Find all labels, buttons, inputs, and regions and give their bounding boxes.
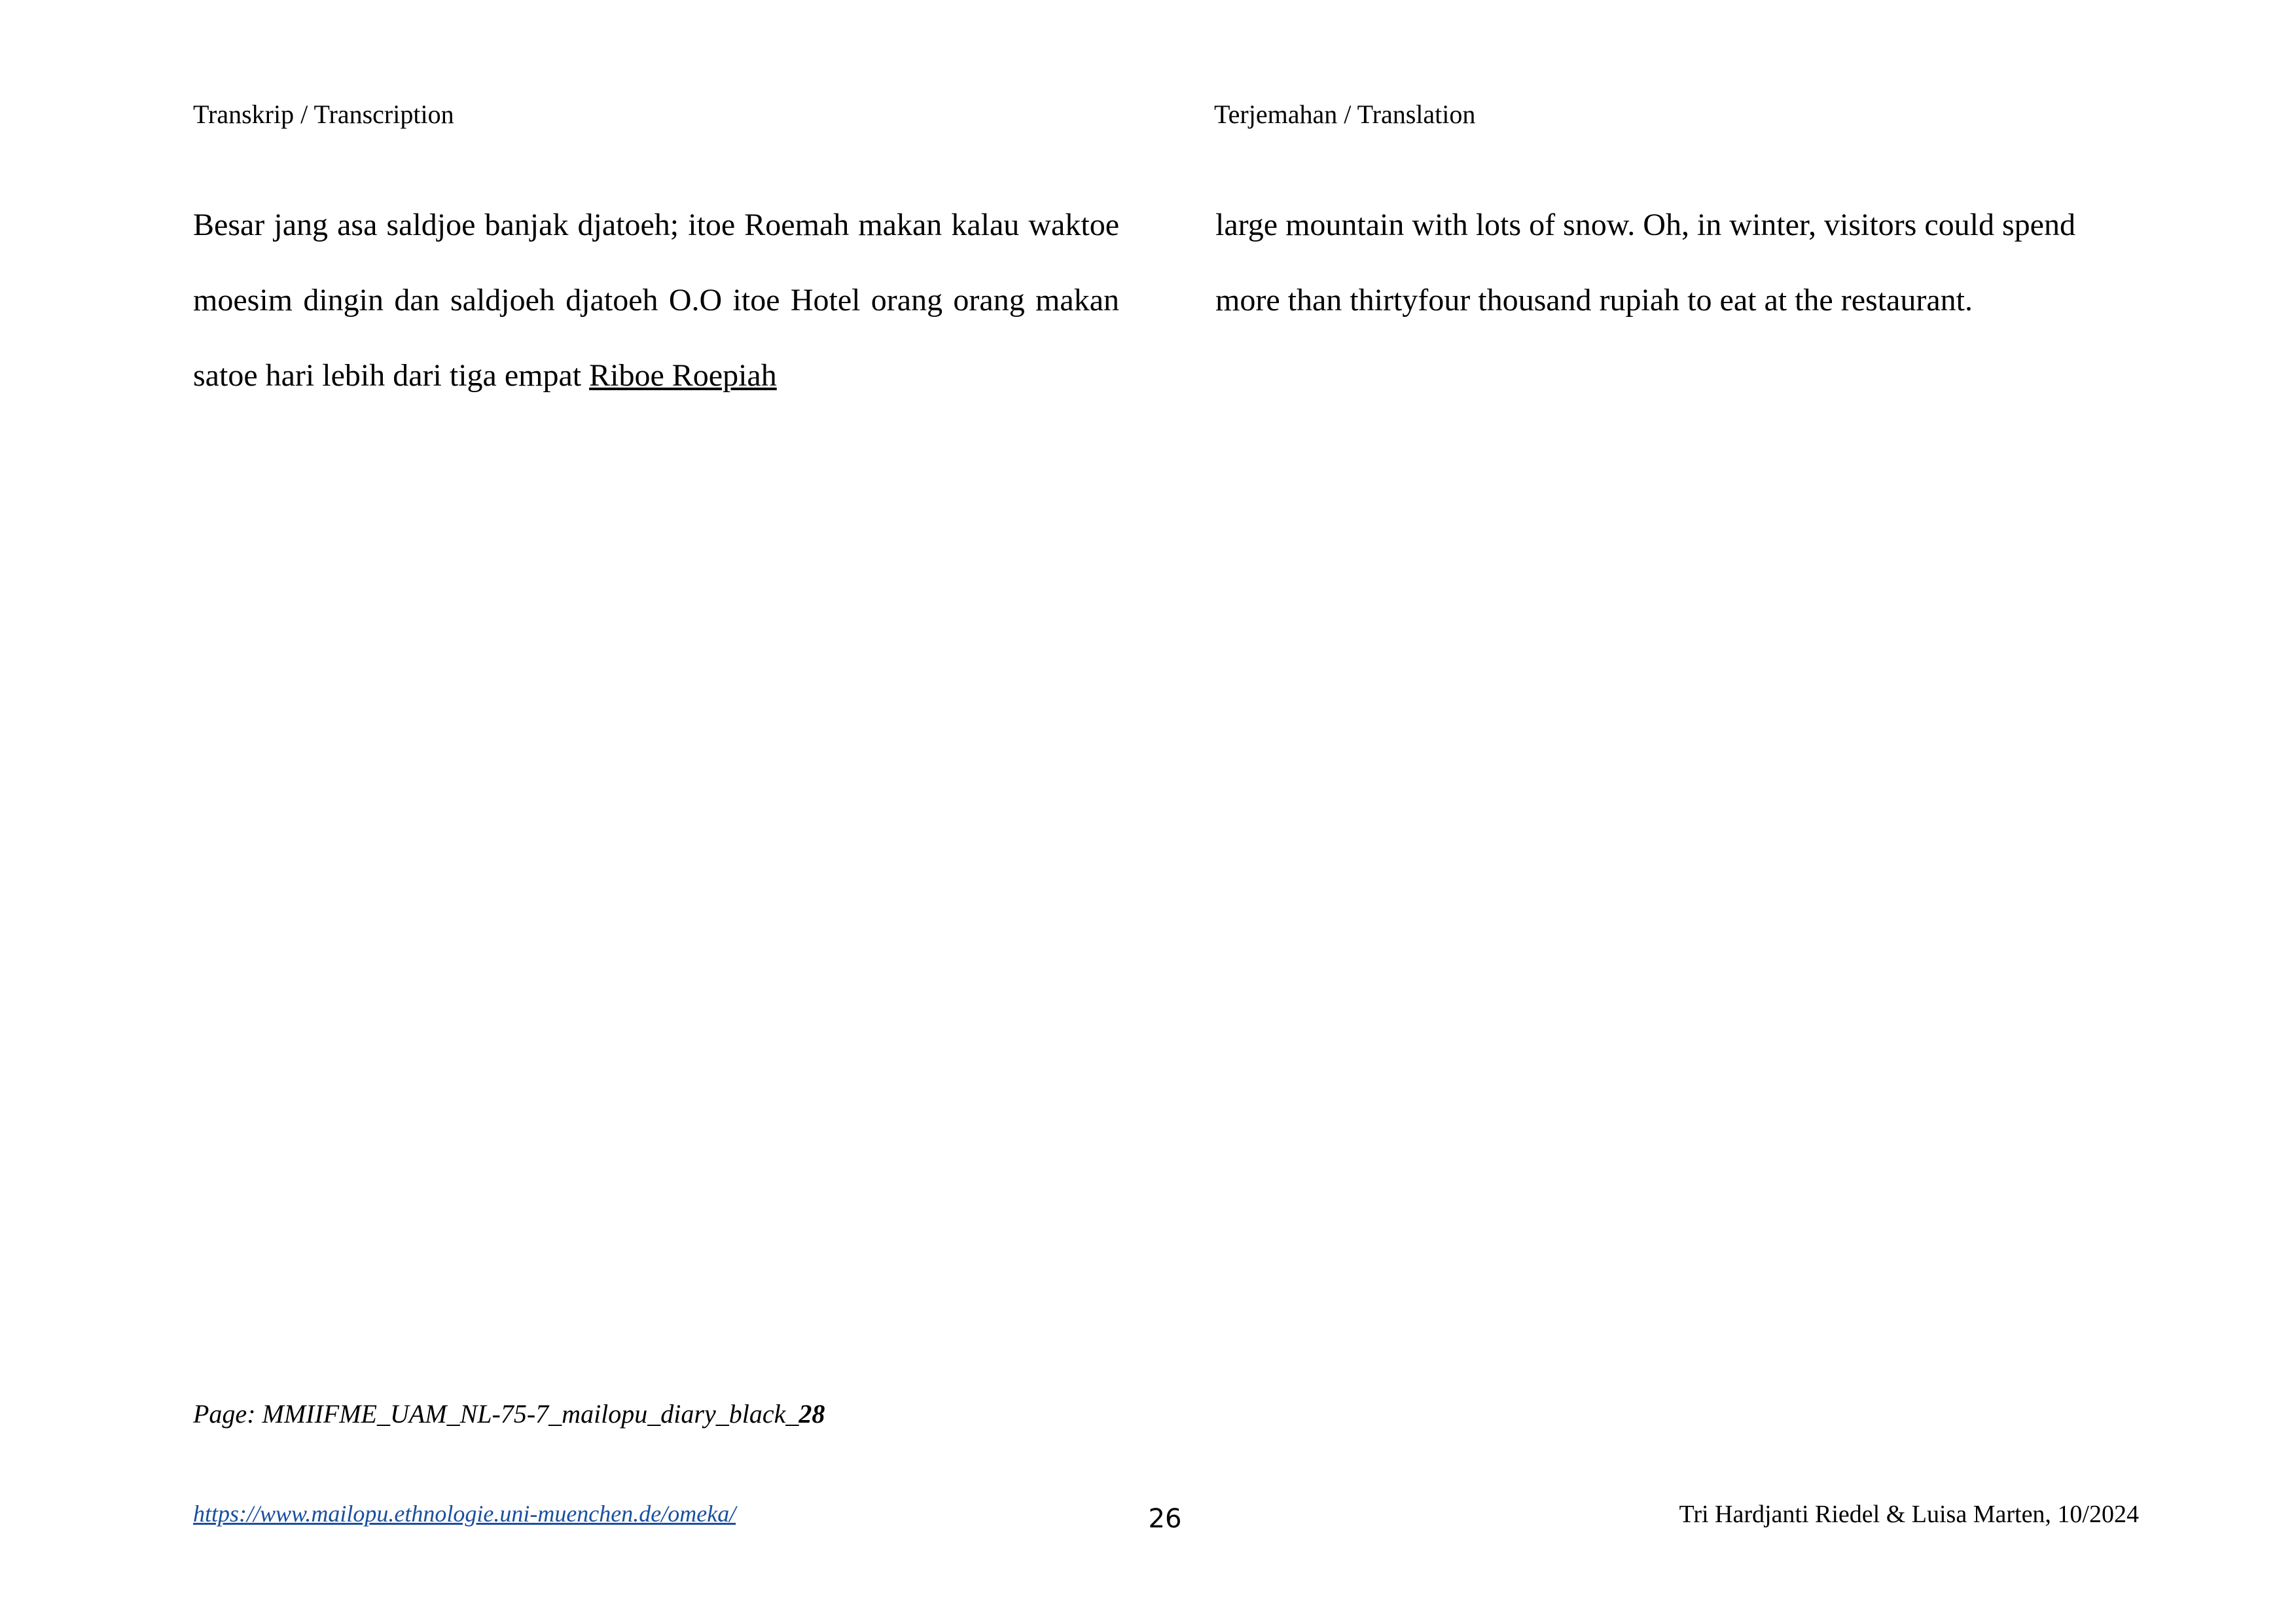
page-number: 26 [1148,1504,1182,1534]
page-reference [193,1398,825,1431]
translation-text: large mountain with lots of snow. Oh, in winter, visitors could spend more than thirtyfour thousand rupiah to eat at the restaurant. [1215,208,2075,318]
omeka-link[interactable]: https://www.mailopu.ethnologie.uni-muenchen.de/omeka/ [193,1501,736,1527]
page-reference-prefix: Page: MMIIFME_UAM_NL-75-7_mailopu_diary_black_ [193,1399,799,1429]
translation-column [1215,187,2145,338]
transcription-text: Besar jang asa saldjoe banjak djatoeh; itoe Roemah makan kalau waktoe moesim dingin dan saldjoeh djatoeh O.O itoe Hotel orang orang makan satoe hari lebih dari tiga empat [193,208,1119,393]
footer-credit: Tri Hardjanti Riedel & Luisa Marten, 10/2024 [1679,1501,2139,1528]
translation-header: Terjemahan / Translation [1214,100,1476,129]
transcription-underlined-text: Riboe Roepiah [589,358,777,393]
page-reference-number: 28 [798,1399,825,1429]
transcription-column [193,187,1119,413]
transcription-header: Transkrip / Transcription [193,100,454,129]
